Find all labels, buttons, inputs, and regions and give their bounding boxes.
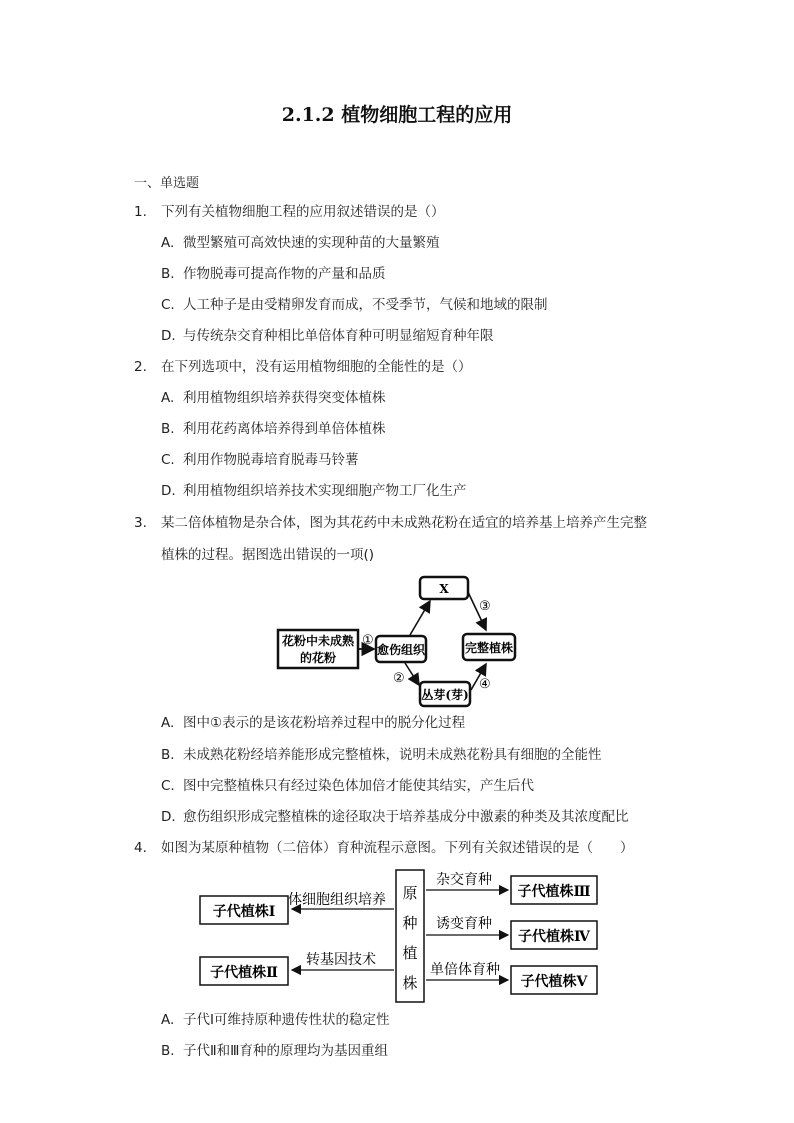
option-letter: D. [161,328,176,344]
center-char-3: 植 [402,944,418,962]
question-number: 1. [134,204,147,220]
pollen-box [278,630,358,668]
question-stem: 如图为某原种植物（二倍体）育种流程示意图。下列有关叙述错误的是（ ） [161,840,634,856]
pollen-label-line-2: 的花粉 [299,651,337,665]
option-letter: A. [161,1012,175,1028]
step-2-label: ② [393,671,405,686]
whole-plant-box [463,634,515,660]
option-letter: B. [161,421,175,437]
option-letter: B. [161,266,175,282]
arrow-to-x [410,601,430,635]
option-c [161,450,359,470]
option-b [161,264,386,284]
offspring-5-box [511,966,597,994]
question-2 [134,357,472,377]
cross-breeding-label: 杂交育种 [436,872,492,888]
option-text: 利用花药离体培养得到单倍体植株 [183,421,386,437]
callus-box [376,636,426,662]
culture-diagram [270,572,530,712]
step-1-label: ① [362,633,374,648]
option-a [161,233,440,253]
center-char-4: 株 [402,974,418,992]
mutation-breeding-label: 诱变育种 [436,916,492,932]
option-letter: C. [161,452,175,468]
option-text: 子代Ⅰ可维持原种遗传性状的稳定性 [183,1012,390,1028]
arrow-2 [405,663,419,685]
option-d [161,326,494,346]
whole-plant-label: 完整植株 [464,641,514,655]
option-text: 未成熟花粉经培养能形成完整植株，说明未成熟花粉具有细胞的全能性 [183,747,602,763]
section-heading: 一、单选题 [134,176,200,191]
option-text: 图中①表示的是该花粉培养过程中的脱分化过程 [183,715,466,731]
step-4-label: ④ [479,677,491,692]
option-text: 与传统杂交育种相比单倍体育种可明显缩短育种年限 [183,328,494,344]
option-b [161,745,602,765]
breeding-diagram [196,864,606,1006]
question-4 [134,838,634,858]
offspring-4-label: 子代植株Ⅳ [518,929,590,945]
haploid-breeding-label: 单倍体育种 [430,962,500,978]
option-letter: B. [161,747,175,763]
option-a [161,1010,389,1030]
x-box [420,577,468,599]
option-text: 微型繁殖可高效快速的实现种苗的大量繁殖 [183,235,440,251]
option-c [161,776,534,796]
center-char-1: 原 [402,884,418,902]
transgenic-label: 转基因技术 [306,952,376,968]
offspring-4-box [511,921,597,949]
option-text: 作物脱毒可提高作物的产量和品质 [183,266,386,282]
option-text: 图中完整植株只有经过染色体加倍才能使其结实，产生后代 [183,778,534,794]
option-letter: C. [161,297,175,313]
question-1 [134,202,445,222]
option-letter: D. [161,809,176,825]
option-text: 利用植物组织培养获得突变体植株 [183,390,386,406]
question-3 [134,513,647,533]
option-letter: A. [161,715,175,731]
option-a [161,388,386,408]
question-number: 2. [134,359,147,375]
offspring-3-box [511,876,597,904]
option-letter: C. [161,778,175,794]
question-stem: 在下列选项中，没有运用植物细胞的全能性的是（） [161,359,472,375]
offspring-3-label: 子代植株Ⅲ [517,884,591,900]
option-text: 子代Ⅱ和Ⅲ育种的原理均为基因重组 [183,1043,388,1059]
shoot-label: 丛芽(芽) [421,688,469,702]
shoot-box [420,682,470,706]
question-stem-line-2: 植株的过程。据图选出错误的一项() [161,547,375,563]
offspring-1-label: 子代植株Ⅰ [212,904,276,920]
option-letter: B. [161,1043,175,1059]
offspring-2-label: 子代植株Ⅱ [210,965,278,981]
option-letter: A. [161,235,175,251]
question-stem-line-1: 某二倍体植物是杂合体，图为其花药中未成熟花粉在适宜的培养基上培养产生完整 [161,515,647,531]
option-a [161,713,465,733]
question-stem: 下列有关植物细胞工程的应用叙述错误的是（） [161,204,445,220]
original-plant-box [396,870,424,1002]
callus-label: 愈伤组织 [376,643,426,657]
center-char-2: 种 [402,914,418,932]
option-text: 利用作物脱毒培育脱毒马铃薯 [183,452,359,468]
option-text: 利用植物组织培养技术实现细胞产物工厂化生产 [183,483,467,499]
option-b [161,419,386,439]
pollen-label-line-1: 花粉中未成熟 [281,634,355,648]
option-letter: D. [161,483,176,499]
offspring-1-box [200,896,288,924]
page-title: 2.1.2 植物细胞工程的应用 [281,104,513,126]
offspring-5-label: 子代植株Ⅴ [520,974,588,990]
option-text: 人工种子是由受精卵发育而成，不受季节，气候和地域的限制 [183,297,548,313]
option-c [161,295,548,315]
option-letter: A. [161,390,175,406]
option-d [161,481,467,501]
option-text: 愈伤组织形成完整植株的途径取决于培养基成分中激素的种类及其浓度配比 [183,809,629,825]
x-label: X [439,582,449,596]
offspring-2-box [200,957,288,985]
question-number: 4. [134,840,147,856]
step-3-label: ③ [479,599,491,614]
option-d [161,807,629,827]
somatic-culture-label: 体细胞组织培养 [288,892,386,908]
option-b [161,1041,388,1061]
question-number: 3. [134,515,147,531]
